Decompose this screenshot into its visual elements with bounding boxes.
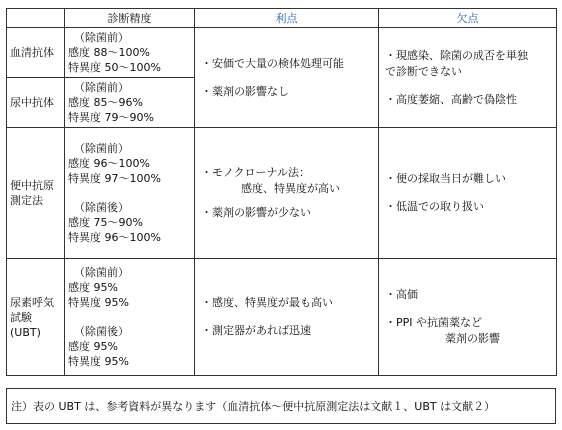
footnote: 注）表の UBT は、参考資料が異なります（血清抗体～便中抗原測定法は文献１、UBT は文献２） <box>6 388 556 424</box>
row-name-ubt <box>7 259 65 376</box>
disadvantage-item: ・便の採取当日が難しい <box>385 172 506 185</box>
sensitivity-value: 感度 95% <box>68 281 118 294</box>
accuracy-stool <box>65 128 195 259</box>
row-label-line: 試験 <box>10 310 32 324</box>
row-label <box>7 178 64 208</box>
disadvantage-item: ・高度萎縮、高齢で偽陰性 <box>385 92 517 106</box>
disadvantage-item: ・現感染、除菌の成否を単独 <box>385 48 528 62</box>
pre-label: （除菌前） <box>74 81 129 94</box>
sensitivity-value: 感度 75～90% <box>68 216 143 229</box>
table-row-serum <box>7 28 557 78</box>
disadvantage-item: ・PPI や抗菌薬など <box>385 316 483 329</box>
header-accuracy: 診断精度 <box>65 9 195 28</box>
sensitivity-value: 感度 85～96% <box>68 96 143 109</box>
specificity-value: 特異度 95% <box>68 296 129 309</box>
disadvantage-item: ・低温での取り扱い <box>385 200 484 213</box>
advantages-stool <box>195 128 379 259</box>
sensitivity-value: 感度 96～100% <box>68 157 150 170</box>
specificity-value: 特異度 50～100% <box>68 61 161 74</box>
row-label: 尿中抗体 <box>10 96 54 109</box>
sensitivity-value: 感度 95% <box>68 340 118 353</box>
specificity-value: 特異度 95% <box>68 355 129 368</box>
header-advantages: 利点 <box>195 9 379 28</box>
row-label-line: 便中抗原 <box>10 179 54 192</box>
advantage-item: ・安価で大量の検体処理可能 <box>201 56 344 70</box>
specificity-value: 特異度 79～90% <box>68 111 154 124</box>
row-name-serum <box>7 28 65 78</box>
header-test-name <box>7 9 65 28</box>
specificity-value: 特異度 97～100% <box>68 172 161 185</box>
accuracy-ubt <box>65 259 195 376</box>
row-name-stool <box>7 128 65 259</box>
post-label: （除菌後） <box>74 201 129 214</box>
pre-label: （除菌前） <box>74 266 129 279</box>
table-row-ubt <box>7 259 557 376</box>
disadvantages-serum-urine <box>379 28 557 128</box>
row-label <box>7 295 64 340</box>
advantage-item: ・モノクローナル法： <box>201 166 311 179</box>
advantage-item: ・薬剤の影響が少ない <box>201 206 311 219</box>
disadvantage-item: ・高価 <box>385 288 418 301</box>
disadvantage-item-cont: で診断できない <box>385 64 462 78</box>
advantage-item: ・測定器があれば迅速 <box>201 324 311 337</box>
advantages-serum-urine <box>195 28 379 128</box>
pre-label: （除菌前） <box>74 31 129 44</box>
disadvantages-ubt <box>379 259 557 376</box>
advantage-item: ・薬剤の影響なし <box>201 84 289 98</box>
row-name-urine <box>7 78 65 128</box>
table-row-stool <box>7 128 557 259</box>
advantages-ubt <box>195 259 379 376</box>
row-label: 血清抗体 <box>10 46 54 59</box>
advantage-item: ・感度、特異度が最も高い <box>201 296 333 309</box>
header-disadvantages: 欠点 <box>379 9 557 28</box>
sensitivity-value: 感度 88～100% <box>68 46 150 59</box>
row-label-line: (UBT) <box>10 325 41 339</box>
diagnostic-comparison-table <box>6 8 557 376</box>
disadvantage-item-cont: 薬剤の影響 <box>445 332 500 345</box>
row-label-line: 尿素呼気 <box>10 295 54 309</box>
accuracy-serum <box>65 28 195 78</box>
advantage-item-cont: 感度、特異度が高い <box>241 182 340 195</box>
pre-label: （除菌前） <box>74 142 129 155</box>
specificity-value: 特異度 96～100% <box>68 231 161 244</box>
disadvantages-stool <box>379 128 557 259</box>
header-row <box>7 9 557 28</box>
accuracy-urine <box>65 78 195 128</box>
post-label: （除菌後） <box>74 325 129 338</box>
row-label-line: 測定法 <box>10 194 43 207</box>
